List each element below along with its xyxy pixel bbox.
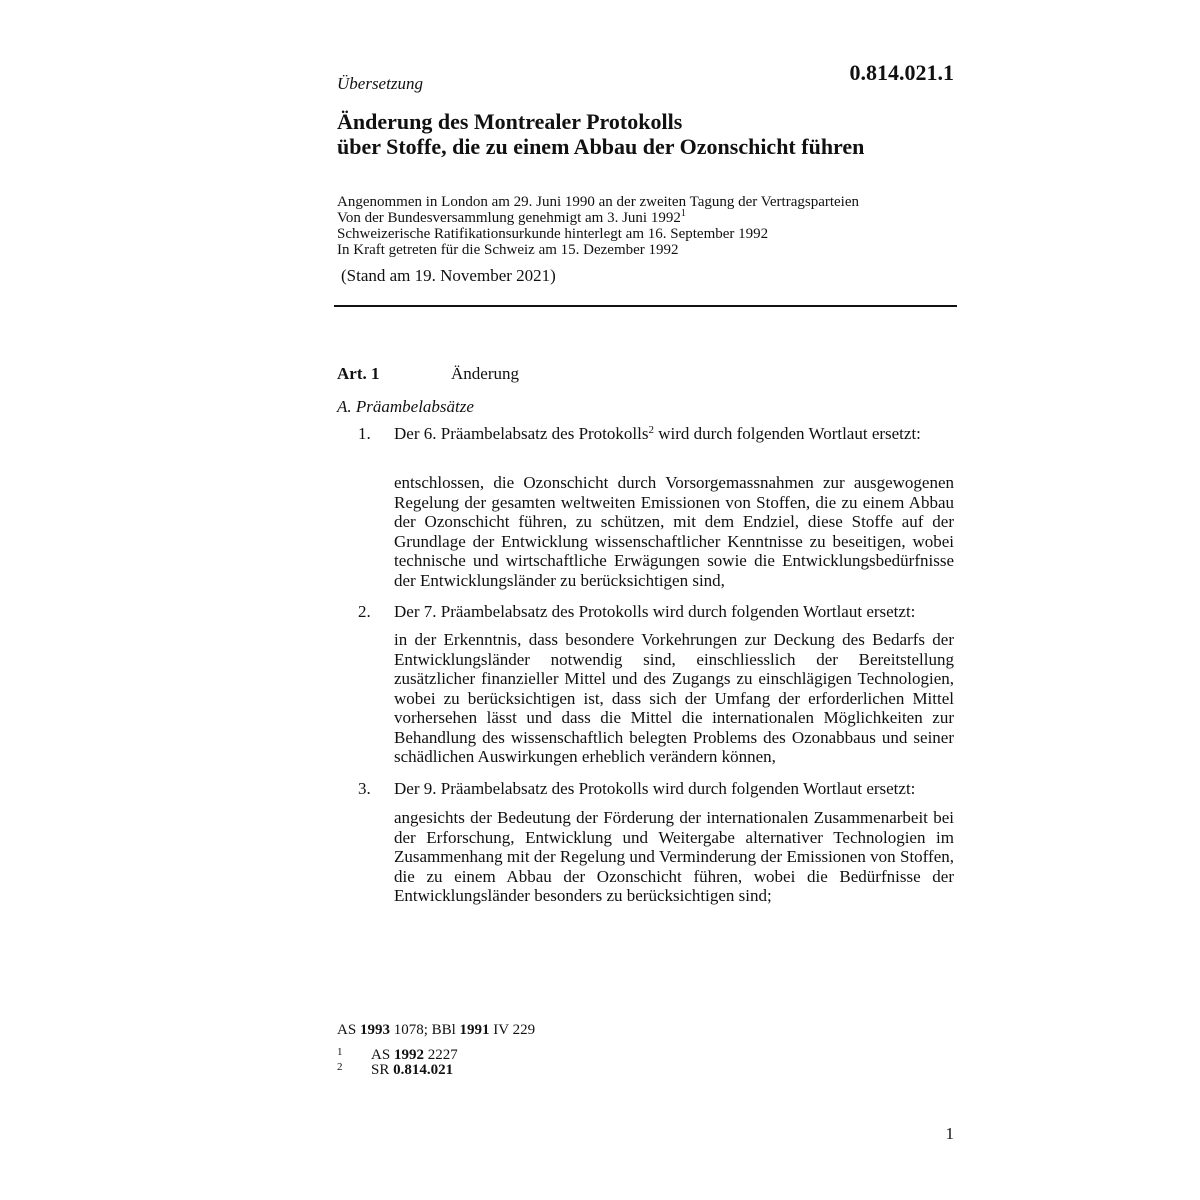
footnote-source [337,1022,535,1039]
item-intro: Der 7. Präambelabsatz des Protokolls wird durch folgenden Wortlaut ersetzt: [394,602,916,621]
status-date: (Stand am 19. November 2021) [341,266,556,285]
sr-number: 0.814.021.1 [849,60,954,85]
item-intro-text: Der 6. Präambelabsatz des Protokolls [394,424,649,443]
footnote-prefix: AS [371,1047,391,1063]
footnote-ref-2[interactable]: 2 [648,424,654,436]
footnote-prefix: SR [371,1062,390,1078]
footnote-mark: 2 [337,1061,343,1073]
item-intro: Der 9. Präambelabsatz des Protokolls wird durch folgenden Wortlaut ersetzt: [394,779,916,798]
meta-approved: Von der Bundesversammlung genehmigt am 3. Juni 1992 [337,210,681,226]
document-title [337,109,864,159]
item-number: 2. [358,602,371,621]
meta-ratification: Schweizerische Ratifikationsurkunde hinterlegt am 16. September 1992 [337,226,769,242]
adoption-metadata [337,194,859,258]
item-intro-text: wird durch folgenden Wortlaut ersetzt: [653,424,921,443]
footnote-bold: 1992 [393,1047,424,1063]
translation-label: Übersetzung [337,74,423,93]
title-line-1: Änderung des Montrealer Protokolls [337,109,683,134]
item-number: 1. [358,424,371,443]
item-body: in der Erkenntnis, dass besondere Vorkehrungen zur Deckung des Bedarfs der Entwicklungsländer notwendig sind, einschliesslich der Bereitstellung zusätzlicher finanzieller Mittel und des Zugangs zu einschlägigen Technologien, wobei zu berücksichtigen ist, dass sich der Umfang der erforderlichen Mittel vorhersehen lässt und dass die Mittel die internationalen Möglichkeiten zur Behandlung des wissenschaftlich belegten Problems des Ozonabbaus und seiner schädlichen Auswirkungen erheblich verändern können, [394,630,954,766]
fn-source-bbl-ref: IV 229 [493,1022,536,1038]
title-line-2: über Stoffe, die zu einem Abbau der Ozonschicht führen [337,134,865,159]
item-body: entschlossen, die Ozonschicht durch Vorsorgemassnahmen zur ausgewogenen Regelung der gesamten weltweiten Emissionen von Stoffen, die zu einem Abbau der Ozonschicht führen, zu schützen, mit dem Endziel, diese Stoffe auf der Grundlage der Entwicklung wissenschaftlicher Kenntnisse zu beseitigen, wobei technische und wirtschaftliche Erwägungen sowie die Entwicklungsbedürfnisse der Entwicklungsländer zu berücksichtigen sind, [394,473,954,590]
article-title: Änderung [451,364,519,383]
footnote-bold: 0.814.021 [393,1062,454,1078]
item-number: 3. [358,779,371,798]
meta-in-force: In Kraft getreten für die Schweiz am 15. Dezember 1992 [337,242,679,258]
item-intro [394,424,954,444]
fn-source-as: AS [337,1022,357,1038]
meta-adopted: Angenommen in London am 29. Juni 1990 an der zweiten Tagung der Vertragsparteien [337,194,860,210]
fn-source-bbl-year: 1991 [459,1022,490,1038]
article-number: Art. 1 [337,364,380,383]
page-number: 1 [945,1124,954,1143]
title-divider [334,305,957,307]
footnote-2 [337,1060,453,1078]
footnote-ref-1[interactable]: 1 [680,208,686,219]
fn-source-as-page: 1078; BBl [393,1022,456,1038]
footnote-suffix: 2227 [427,1047,458,1063]
item-body: angesichts der Bedeutung der Förderung der internationalen Zusammenarbeit bei der Erforschung, Entwicklung und Weitergabe alternativer Technologien im Zusammenhang mit der Regelung und Verminderung der Emissionen von Stoffen, die zu einem Abbau der Ozonschicht führen, wobei die Bedürfnisse der Entwicklungsländer besonders zu berücksichtigen sind; [394,808,954,905]
footnote-mark: 1 [337,1046,343,1058]
meta-approved-line [337,210,859,226]
section-heading: A. Präambelabsätze [337,397,474,416]
fn-source-as-year: 1993 [359,1022,390,1038]
